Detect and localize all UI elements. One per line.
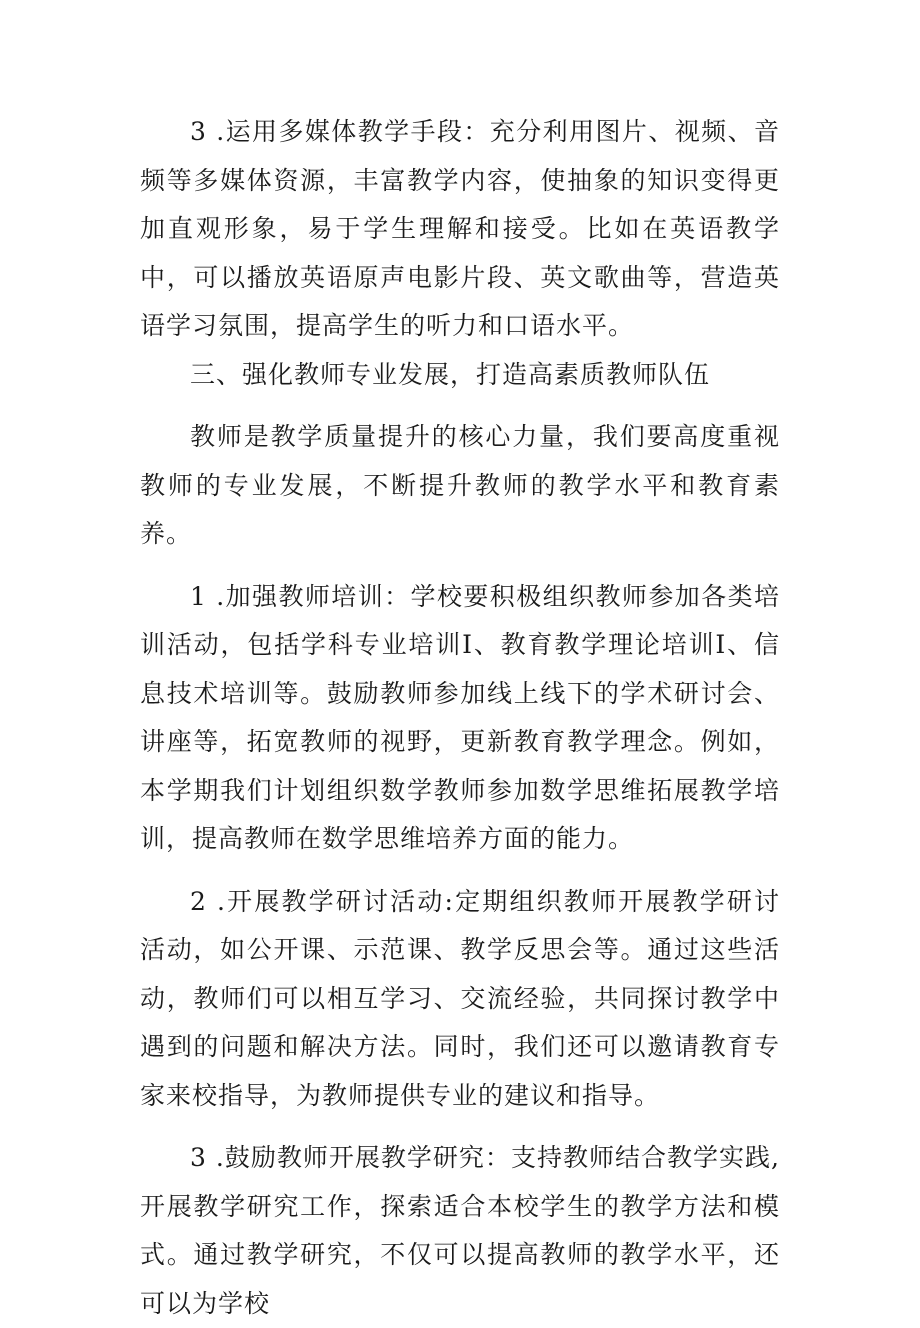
section-heading-teacher-development: 三、强化教师专业发展，打造高素质教师队伍 (190, 359, 711, 389)
paragraph-teacher-development-intro: 教师是教学质量提升的核心力量，我们要高度重视教师的专业发展，不断提升教师的教学水平和教育素养。 (140, 422, 780, 548)
paragraph-teaching-research: 3 .鼓励教师开展教学研究：支持教师结合教学实践,开展教学研究工作，探索适合本校学生的教学方法和模式。通过教学研究，不仅可以提高教师的教学水平，还可以为学校 (140, 1143, 780, 1318)
paragraph-teacher-training: 1 .加强教师培训：学校要积极组织教师参加各类培训活动，包括学科专业培训I、教育教学理论培训I、信息技术培训等。鼓励教师参加线上线下的学术研讨会、讲座等，拓宽教师的视野，更新教育教学理念。例如，本学期我们计划组织数学教师参加数学思维拓展教学培训，提高教师在数学思维培养方面的能力。 (140, 581, 780, 853)
paragraph-teaching-seminar: 2 .开展教学研讨活动:定期组织教师开展教学研讨活动，如公开课、示范课、教学反思会等。通过这些活动，教师们可以相互学习、交流经验，共同探讨教学中遇到的问题和解决方法。同时，我们还可以邀请教育专家来校指导，为教师提供专业的建议和指导。 (140, 886, 780, 1110)
document-body (140, 108, 780, 1328)
paragraph-multimedia-teaching: 3 .运用多媒体教学手段：充分利用图片、视频、音频等多媒体资源，丰富教学内容，使抽象的知识变得更加直观形象，易于学生理解和接受。比如在英语教学中，可以播放英语原声电影片段、英文歌曲等，营造英语学习氛围，提高学生的听力和口语水平。 (140, 117, 780, 340)
